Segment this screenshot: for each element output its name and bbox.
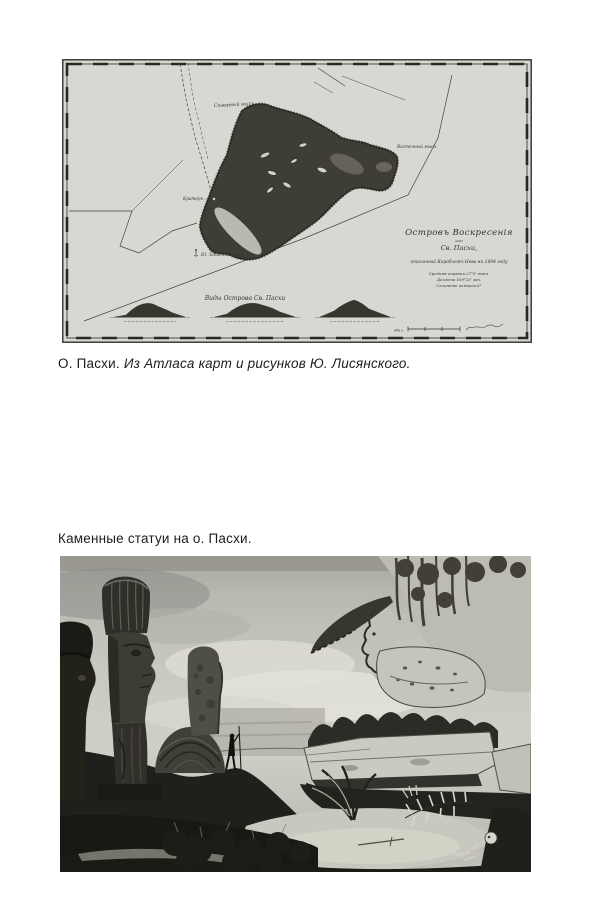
title-line1: Островъ Воскресенія: [405, 228, 513, 238]
title-line4: описанный Кораблемъ Нева въ 1804 году: [410, 260, 508, 265]
title-line7: Склоненіе компаса 6°: [436, 283, 482, 288]
map-caption: [58, 356, 411, 371]
statues-caption: Каменные статуи на о. Пасхи.: [58, 531, 252, 546]
title-line3: Св. Пасхи,: [440, 244, 478, 252]
label-sw-cape: Ю. Западный мысъ: [201, 252, 244, 257]
views-caption: Виды Острова Св. Пасхи: [204, 295, 286, 302]
map-image: [62, 59, 532, 343]
map-caption-title: О. Пасхи.: [58, 356, 120, 371]
title-line6: Долгота 109°25′ зап.: [436, 277, 482, 282]
map-caption-source: Из Атласа карт и рисунков Ю. Лисянского.: [123, 356, 411, 371]
title-line5: Средняя широта 27°9′ южн.: [428, 271, 490, 276]
title-line2: или: [455, 238, 463, 243]
scale-label: Мил.: [394, 327, 404, 333]
moai-tall-body: [112, 722, 147, 786]
label-north-cape: Сѣверный мысъ: [213, 101, 255, 109]
label-crater: Кратеръ: [183, 196, 204, 201]
moai-small: [188, 646, 222, 736]
statues-image: [60, 556, 531, 872]
moai-engraving: [60, 556, 531, 872]
label-east-cape: Восточный мысъ: [397, 144, 437, 149]
easter-island-map: [62, 59, 532, 343]
